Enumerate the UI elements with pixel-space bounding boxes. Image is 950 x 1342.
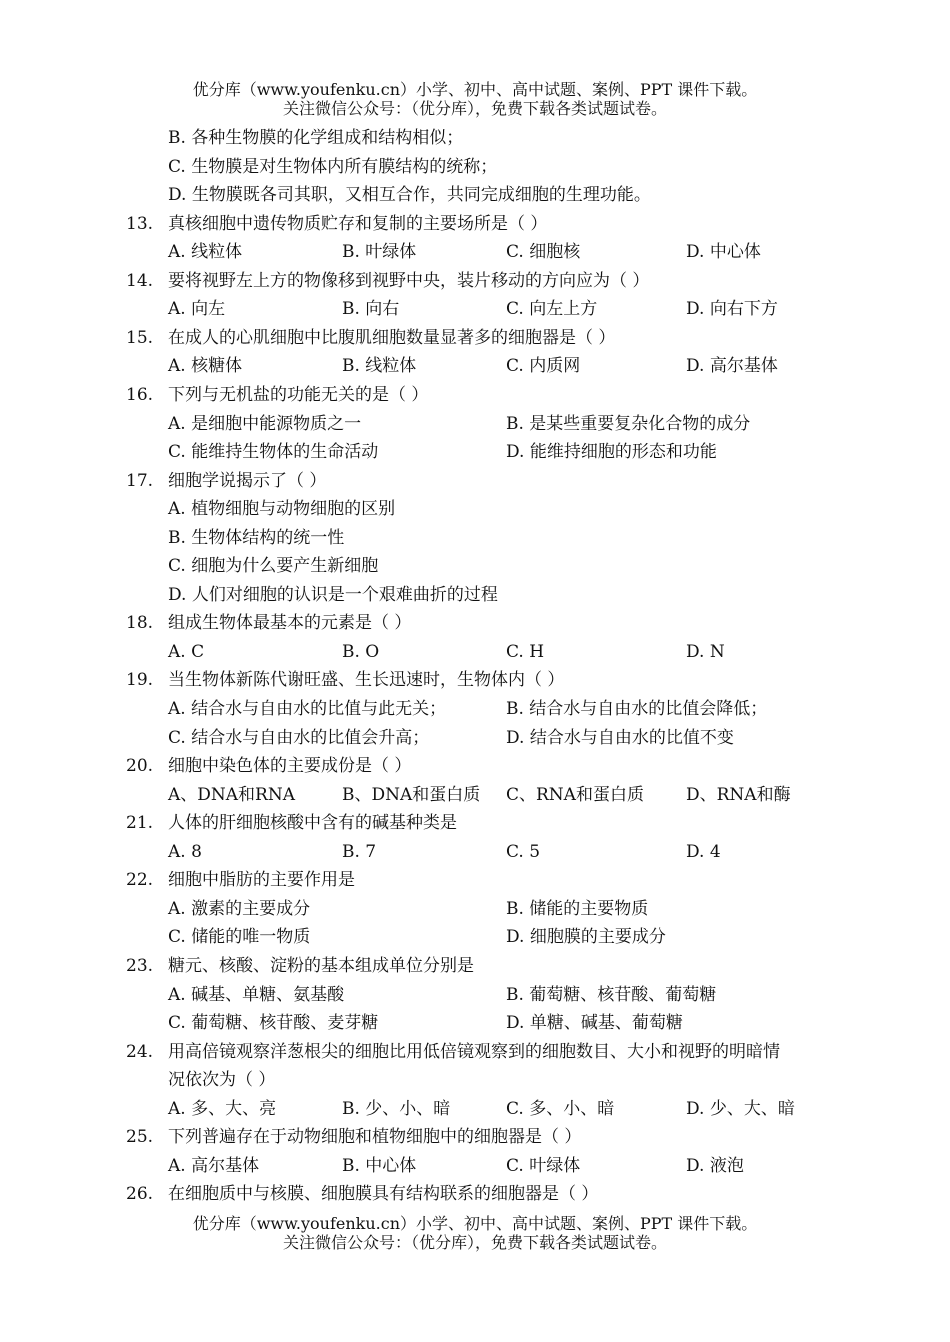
question-number: 14. (126, 270, 154, 291)
options-row (0, 1009, 950, 1037)
text-line (0, 495, 950, 523)
footer-line-2: 关注微信公众号：（优分库），免费下载各类试题试卷。 (282, 1233, 667, 1252)
question-number: 26. (126, 1184, 154, 1205)
question-text: 用高倍镜观察洋葱根尖的细胞比用低倍镜观察到的细胞数目、大小和视野的明暗情 (168, 1041, 780, 1062)
question-line (0, 324, 950, 352)
text-line (0, 124, 950, 152)
answer-option: B. 线粒体 (342, 356, 417, 377)
question-number: 25. (126, 1127, 154, 1148)
question-text: 当生物体新陈代谢旺盛、生长迅速时，生物体内（ ） (168, 670, 565, 691)
options-row (0, 838, 950, 866)
question-text: 组成生物体最基本的元素是（ ） (168, 613, 412, 634)
options-row (0, 295, 950, 323)
answer-option: B. 少、小、暗 (342, 1098, 451, 1119)
question-text: 在细胞质中与核膜、细胞膜具有结构联系的细胞器是（ ） (168, 1184, 599, 1205)
question-number: 19. (126, 670, 154, 691)
options-row (0, 238, 950, 266)
question-line (0, 752, 950, 780)
question-number: 17. (126, 470, 154, 491)
header-line-1: 优分库（www.youfenku.cn）小学、初中、高中试题、案例、PPT 课件下载。 (192, 80, 758, 99)
answer-option: D. 细胞膜的主要成分 (506, 927, 666, 948)
answer-option: A. 激素的主要成分 (168, 898, 311, 919)
answer-option: A. 多、大、亮 (168, 1098, 277, 1119)
question-number: 24. (126, 1041, 154, 1062)
answer-option: D. 单糖、碱基、葡萄糖 (506, 1013, 683, 1034)
options-row (0, 895, 950, 923)
answer-option: A. C (168, 641, 205, 662)
answer-option: B. 储能的主要物质 (506, 898, 649, 919)
answer-option: D. 高尔基体 (686, 356, 778, 377)
page-header (0, 80, 950, 118)
answer-option: B. 向右 (342, 299, 400, 320)
answer-option: D. 液泡 (686, 1155, 744, 1176)
options-row (0, 410, 950, 438)
option-text: B. 生物体结构的统一性 (168, 527, 345, 548)
text-line (0, 153, 950, 181)
footer-line-1: 优分库（www.youfenku.cn）小学、初中、高中试题、案例、PPT 课件下载。 (192, 1214, 758, 1233)
options-row (0, 981, 950, 1009)
answer-option: D. 少、大、暗 (686, 1098, 795, 1119)
question-line (0, 952, 950, 980)
option-text: C. 生物膜是对生物体内所有膜结构的统称； (168, 156, 498, 177)
answer-option: D. 4 (686, 841, 721, 862)
question-number: 21. (126, 813, 154, 834)
question-number: 20. (126, 756, 154, 777)
option-text: A. 植物细胞与动物细胞的区别 (168, 499, 396, 520)
option-text: C. 细胞为什么要产生新细胞 (168, 556, 379, 577)
answer-option: B. 结合水与自由水的比值会降低； (506, 699, 768, 719)
question-text: 人体的肝细胞核酸中含有的碱基种类是 (168, 813, 457, 834)
question-text: 糖元、核酸、淀粉的基本组成单位分别是 (168, 955, 474, 976)
question-number: 13. (126, 213, 154, 234)
options-row (0, 638, 950, 666)
question-number: 18. (126, 613, 154, 634)
question-line (0, 666, 950, 694)
answer-option: A. 线粒体 (168, 242, 243, 263)
question-line (0, 809, 950, 837)
option-text: 况依次为（ ） (168, 1070, 276, 1091)
option-text: D. 人们对细胞的认识是一个艰难曲折的过程 (168, 584, 498, 605)
answer-option: A. 核糖体 (168, 356, 243, 377)
question-text: 真核细胞中遗传物质贮存和复制的主要场所是（ ） (168, 213, 548, 234)
question-number: 22. (126, 870, 154, 891)
answer-option: A. 碱基、单糖、氨基酸 (168, 984, 345, 1005)
question-text: 在成人的心肌细胞中比腹肌细胞数量显著多的细胞器是（ ） (168, 327, 616, 348)
answer-option: C. 细胞核 (506, 242, 581, 263)
header-line-2: 关注微信公众号：（优分库），免费下载各类试题试卷。 (282, 99, 667, 118)
answer-option: A. 高尔基体 (168, 1155, 260, 1176)
question-text: 细胞学说揭示了（ ） (168, 470, 327, 491)
options-row (0, 724, 950, 752)
answer-option: D. 能维持细胞的形态和功能 (506, 442, 717, 463)
question-line (0, 467, 950, 495)
answer-option: B. 是某些重要复杂化合物的成分 (506, 413, 751, 434)
answer-option: A. 向左 (168, 299, 226, 320)
question-number: 23. (126, 955, 154, 976)
answer-option: D. 向右下方 (686, 299, 778, 320)
answer-option: C、RNA和蛋白质 (506, 784, 644, 805)
answer-option: C. 向左上方 (506, 299, 598, 320)
answer-option: C. 内质网 (506, 356, 581, 377)
answer-option: C. 结合水与自由水的比值会升高； (168, 727, 430, 748)
answer-option: B. 中心体 (342, 1155, 417, 1176)
answer-option: C. 葡萄糖、核苷酸、麦芽糖 (168, 1013, 379, 1034)
question-text: 要将视野左上方的物像移到视野中央，装片移动的方向应为（ ） (168, 270, 650, 291)
answer-option: C. 能维持生物体的生命活动 (168, 442, 379, 463)
options-row (0, 695, 950, 723)
question-text: 下列普遍存在于动物细胞和植物细胞中的细胞器是（ ） (168, 1127, 582, 1148)
options-row (0, 1152, 950, 1180)
question-line (0, 1180, 950, 1208)
text-line (0, 1066, 950, 1094)
page-footer (0, 1214, 950, 1252)
question-line (0, 1038, 950, 1066)
options-row (0, 438, 950, 466)
answer-option: B、DNA和蛋白质 (342, 784, 481, 805)
question-text: 细胞中脂肪的主要作用是 (168, 870, 355, 891)
answer-option: C. 叶绿体 (506, 1155, 581, 1176)
answer-option: A. 结合水与自由水的比值与此无关； (168, 699, 447, 719)
answer-option: B. 7 (342, 841, 377, 862)
answer-option: A、DNA和RNA (168, 784, 296, 805)
answer-option: D、RNA和酶 (686, 784, 791, 805)
options-row (0, 781, 950, 809)
answer-option: A. 是细胞中能源物质之一 (168, 413, 362, 434)
text-line (0, 552, 950, 580)
answer-option: C. H (506, 641, 545, 662)
text-line (0, 524, 950, 552)
answer-option: A. 8 (168, 841, 202, 862)
answer-option: B. 叶绿体 (342, 242, 417, 263)
answer-option: D. 中心体 (686, 242, 761, 263)
question-line (0, 1123, 950, 1151)
question-line (0, 381, 950, 409)
options-row (0, 1095, 950, 1123)
text-line (0, 581, 950, 609)
question-line (0, 609, 950, 637)
question-line (0, 267, 950, 295)
answer-option: C. 储能的唯一物质 (168, 927, 311, 948)
question-text: 下列与无机盐的功能无关的是（ ） (168, 384, 429, 405)
answer-option: B. O (342, 641, 380, 662)
answer-option: C. 多、小、暗 (506, 1098, 615, 1119)
options-row (0, 923, 950, 951)
answer-option: D. 结合水与自由水的比值不变 (506, 727, 734, 748)
options-row (0, 352, 950, 380)
answer-option: B. 葡萄糖、核苷酸、葡萄糖 (506, 984, 717, 1005)
option-text: B. 各种生物膜的化学组成和结构相似； (168, 128, 464, 148)
option-text: D. 生物膜既各司其职，又相互合作，共同完成细胞的生理功能。 (168, 185, 651, 206)
question-line (0, 210, 950, 238)
answer-option: C. 5 (506, 841, 541, 862)
question-number: 15. (126, 327, 154, 348)
text-line (0, 181, 950, 209)
question-number: 16. (126, 384, 154, 405)
question-line (0, 866, 950, 894)
answer-option: D. N (686, 641, 725, 662)
question-text: 细胞中染色体的主要成份是（ ） (168, 756, 412, 777)
